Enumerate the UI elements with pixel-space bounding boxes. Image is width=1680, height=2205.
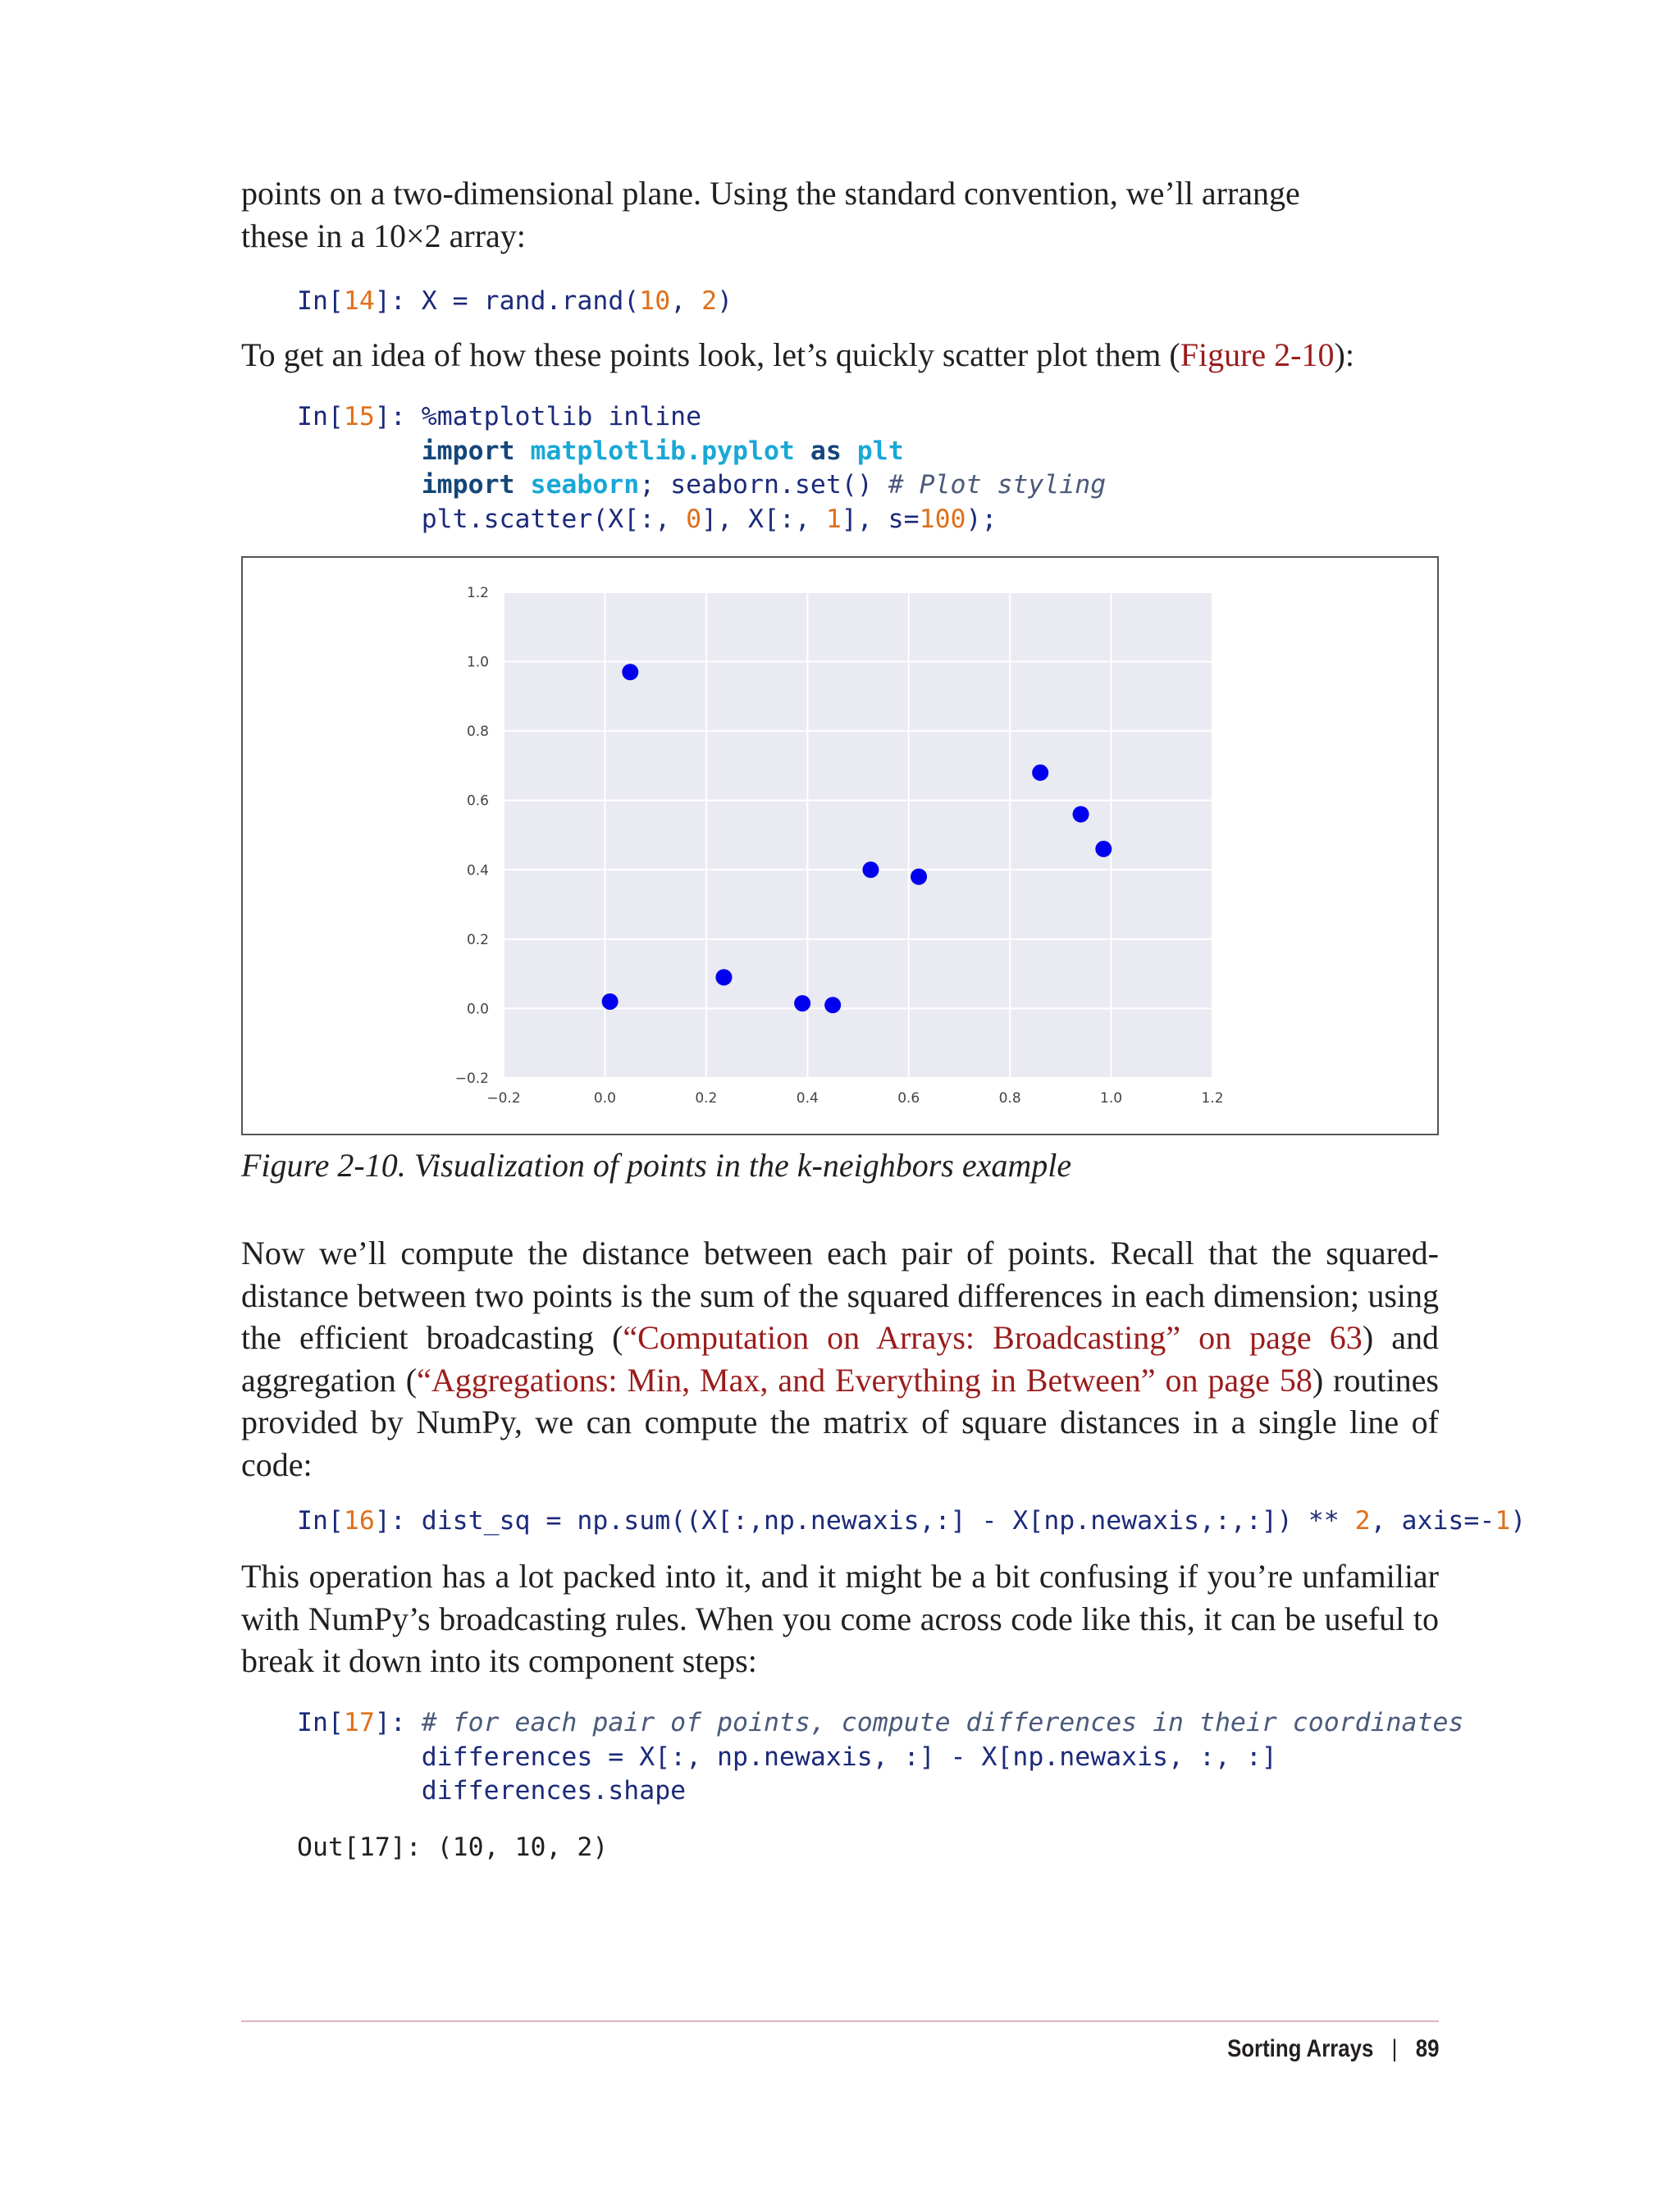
y-tick-label: −0.2 — [454, 1071, 489, 1087]
y-tick-label: 0.6 — [466, 792, 489, 810]
data-point — [1032, 765, 1048, 781]
code-cell-in15: In[15]: %matplotlib inline import matplotlib.pyplot as plt import seaborn; seaborn.set() # Plot styling plt.scatter(X[:, 0], X[:, 1], s=100); — [297, 402, 1107, 534]
paragraph-intro — [241, 172, 1439, 257]
data-point — [911, 869, 927, 885]
data-point — [862, 861, 879, 878]
data-point — [824, 997, 841, 1013]
x-tick-label: 0.0 — [593, 1090, 616, 1107]
x-tick-label: −0.2 — [486, 1090, 521, 1107]
data-point — [794, 995, 810, 1011]
x-tick-label: 0.2 — [695, 1090, 718, 1107]
paragraph-breakdown: This operation has a lot packed into it, and it might be a bit confusing if you’re unfamiliar with NumPy’s broadcasting rules. When you come across code like this, it can be useful to break it down into its component steps: — [241, 1558, 1439, 1679]
paragraph-line: these in a 10×2 array: — [241, 217, 526, 254]
y-tick-label: 0.8 — [466, 724, 489, 741]
page-number: 89 — [1415, 2035, 1439, 2062]
paragraph-line: points on a two-dimensional plane. Using the standard convention, we’ll arrange — [241, 175, 1300, 212]
link-aggregations[interactable]: “Aggregations: Min, Max, and Everything in Between” on page 58 — [417, 1361, 1312, 1399]
data-point — [602, 993, 619, 1010]
x-tick-label: 0.8 — [998, 1090, 1021, 1107]
x-tick-label: 1.0 — [1100, 1090, 1123, 1107]
footer-separator: | — [1391, 2035, 1397, 2062]
y-tick-label: 0.0 — [466, 1001, 489, 1018]
code-cell-in16: In[16]: dist_sq = np.sum((X[:,np.newaxis,:] - X[np.newaxis,:,:]) ** 2, axis=-1) — [297, 1506, 1527, 1536]
data-point — [1095, 841, 1112, 857]
data-point — [715, 969, 732, 985]
x-tick-label: 0.4 — [796, 1090, 819, 1107]
y-tick-label: 1.2 — [466, 585, 489, 601]
x-tick-label: 0.6 — [897, 1090, 920, 1107]
page-footer — [1227, 2033, 1439, 2066]
figure-box — [241, 556, 1439, 1135]
code-cell-in14: In[14]: X = rand.rand(10, 2) — [297, 286, 733, 316]
footer-section-title: Sorting Arrays — [1226, 2035, 1373, 2062]
paragraph-distance: Now we’ll compute the distance between each pair of points. Recall that the squared-distance between two points is the sum of the squared differences in each dimension; using the efficient broadcasting (“Computation on Arrays: Broadcasting” on page 63) and aggregation (“Aggregations: Min, Max, and Everything in Between” on page 58) routines provided by NumPy, we can compute the matrix of square distances in a single line of code: — [241, 1235, 1439, 1483]
data-point — [1073, 806, 1089, 823]
code-cell-in17: In[17]: # for each pair of points, compute differences in their coordinates differences = X[:, np.newaxis, :] - X[np.newaxis, :, :] differences.shape — [297, 1708, 1464, 1806]
code-output-out17: Out[17]: (10, 10, 2) — [297, 1833, 609, 1862]
footer-rule — [241, 2020, 1439, 2022]
y-tick-label: 0.4 — [466, 862, 489, 879]
paragraph-scatter-intro: To get an idea of how these points look, let’s quickly scatter plot them (Figure 2-10): — [241, 336, 1354, 373]
x-tick-label: 1.2 — [1201, 1090, 1224, 1107]
y-tick-label: 0.2 — [466, 931, 489, 948]
figure-link[interactable]: Figure 2-10 — [1180, 336, 1335, 373]
figure-caption: Figure 2-10. Visualization of points in the k-neighbors example — [241, 1147, 1072, 1184]
link-broadcasting[interactable]: “Computation on Arrays: Broadcasting” on page 63 — [623, 1319, 1363, 1356]
y-tick-label: 1.0 — [466, 654, 489, 671]
scatter-chart — [243, 558, 1437, 1134]
data-point — [622, 664, 638, 680]
